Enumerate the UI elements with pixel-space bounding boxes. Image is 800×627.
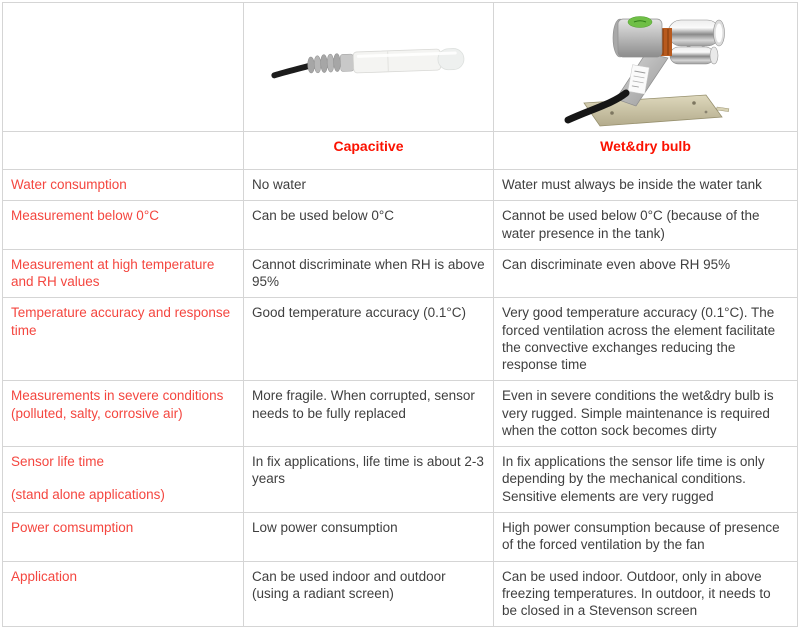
row-label-cell (3, 447, 244, 513)
capacitive-photo-cell (244, 3, 494, 132)
probe-strain-relief-coil (307, 54, 340, 74)
capacitive-value-cell: Can be used below 0°C (244, 201, 494, 250)
wet-dry-value-cell: Can be used indoor. Outdoor, only in above freezing temperatures. In outdoor, it needs to be closed in a Stevenson screen (494, 561, 798, 627)
wet-dry-bulb-device-photo (560, 5, 732, 129)
device-main-tube (668, 20, 720, 46)
header-empty-cell (3, 132, 244, 170)
probe-cable (274, 66, 308, 75)
row-label: Measurements in severe conditions (polluted, salty, corrosive air) (11, 388, 224, 421)
wet-dry-value-cell: Can discriminate even above RH 95% (494, 249, 798, 298)
column-header-wet-dry-bulb: Wet&dry bulb (494, 132, 798, 170)
table-row (3, 201, 798, 250)
row-label-cell (3, 381, 244, 447)
device-base-plate (584, 95, 729, 126)
row-label: Measurement at high temperature and RH values (11, 256, 215, 290)
table-row (3, 561, 798, 627)
probe-filter-tip (437, 48, 464, 70)
row-sublabel: (stand alone applications) (11, 487, 165, 503)
capacitive-value-cell: Can be used indoor and outdoor (using a radiant screen) (244, 561, 494, 627)
capacitive-value-cell: More fragile. When corrupted, sensor needs to be fully replaced (244, 381, 494, 447)
column-header-row (3, 132, 798, 170)
capacitive-value-cell: Cannot discriminate when RH is above 95% (244, 249, 494, 298)
table-row (3, 298, 798, 381)
table-row (3, 512, 798, 561)
sensor-comparison-table-container (2, 2, 797, 627)
row-label: Water consumption (11, 177, 127, 192)
capacitive-value-cell: No water (244, 170, 494, 201)
capacitive-value-cell: Good temperature accuracy (0.1°C) (244, 298, 494, 381)
device-lower-tube (670, 47, 714, 64)
capacitive-sensor-probe-photo (271, 35, 467, 89)
row-label: Temperature accuracy and response time (11, 305, 231, 338)
table-row (3, 447, 798, 513)
row-label-cell (3, 561, 244, 627)
row-label: Sensor life time (11, 454, 105, 470)
row-label-cell (3, 512, 244, 561)
wet-dry-value-cell: Water must always be inside the water tank (494, 170, 798, 201)
wet-dry-value-cell: Even in severe conditions the wet&dry bulb is very rugged. Simple maintenance is required when the cotton sock becomes dirty (494, 381, 798, 447)
wet-dry-photo-cell (494, 3, 798, 132)
wet-dry-value-cell: High power consumption because of presence of the forced ventilation by the fan (494, 512, 798, 561)
row-label: Application (11, 568, 78, 584)
row-label-cell (3, 298, 244, 381)
device-green-label (628, 17, 652, 28)
wet-dry-value-cell: In fix applications the sensor life time is only depending by the mechanical conditions. Sensitive elements are very rugged (494, 447, 798, 513)
probe-collar (340, 54, 354, 71)
wet-dry-value-cell: Cannot be used below 0°C (because of the water presence in the tank) (494, 201, 798, 250)
row-label-cell (3, 201, 244, 250)
device-motor-housing (613, 17, 662, 58)
sensor-comparison-table (2, 2, 798, 627)
capacitive-value-cell: Low power consumption (244, 512, 494, 561)
row-label-cell (3, 170, 244, 201)
capacitive-value-cell: In fix applications, life time is about 2-3 years (244, 447, 494, 513)
row-label: Power comsumption (11, 519, 134, 535)
corner-empty-cell (3, 3, 244, 132)
wet-dry-value-cell: Very good temperature accuracy (0.1°C). The forced ventilation across the element facilitate the convective exchanges reducing the response time (494, 298, 798, 381)
column-header-capacitive: Capacitive (244, 132, 494, 170)
row-label: Measurement below 0°C (11, 208, 159, 224)
table-row (3, 249, 798, 298)
table-row (3, 170, 798, 201)
table-row (3, 381, 798, 447)
row-label-cell (3, 249, 244, 298)
product-image-row (3, 3, 798, 132)
device-tube-assembly (668, 20, 725, 64)
